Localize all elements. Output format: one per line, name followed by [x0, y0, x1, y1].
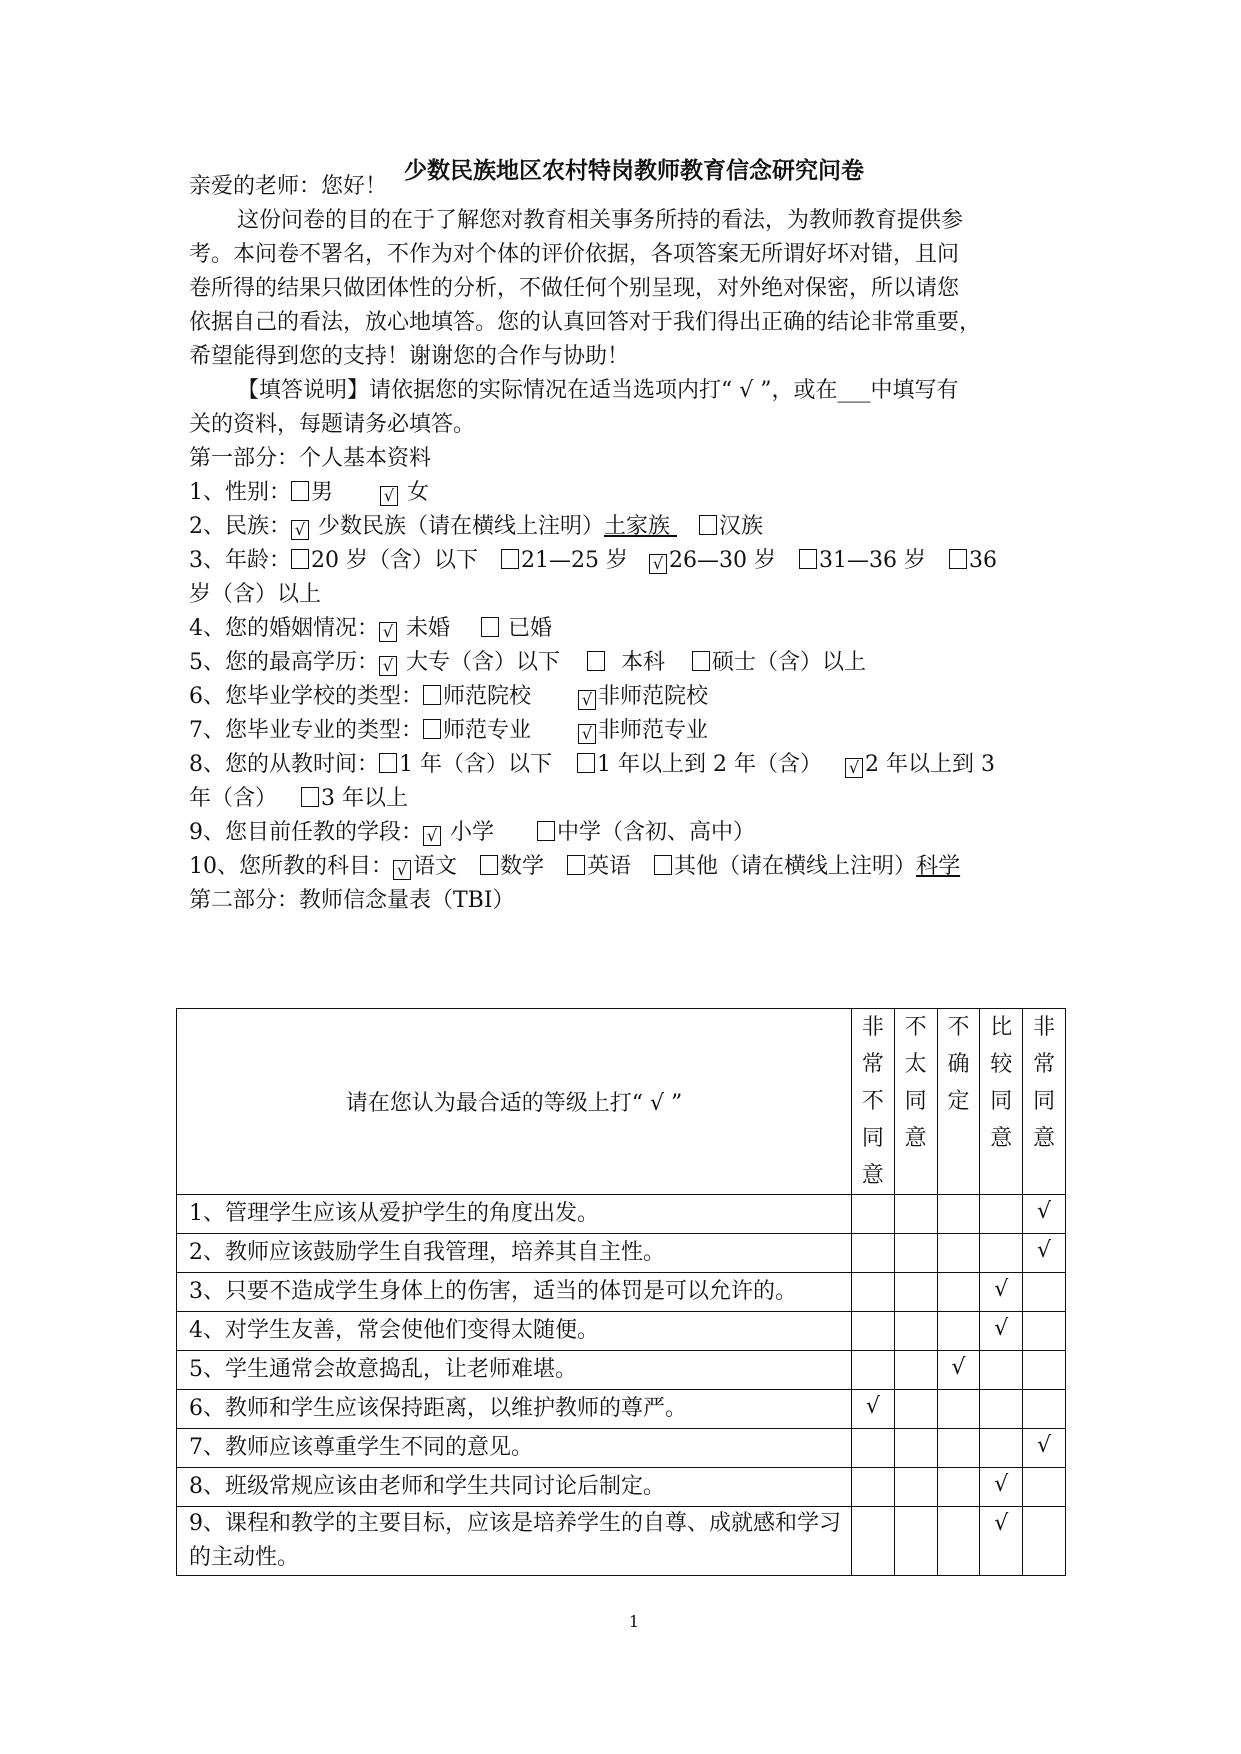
- checkbox-years-3[interactable]: [845, 758, 863, 778]
- check-mark: √: [994, 1472, 1009, 1497]
- rating-cell[interactable]: [937, 1312, 980, 1351]
- column-char: 太: [904, 1052, 927, 1077]
- check-mark: √: [1037, 1199, 1052, 1224]
- column-char: 定: [947, 1089, 970, 1114]
- column-char: 意: [904, 1126, 927, 1151]
- part1-title: 第一部分：个人基本资料: [189, 446, 432, 471]
- table-row: [177, 1429, 1066, 1468]
- statement-text: 5、学生通常会故意捣乱，让老师难堪。: [177, 1351, 852, 1390]
- rating-cell[interactable]: [851, 1429, 894, 1468]
- column-agree: [980, 1009, 1023, 1195]
- check-mark: √: [652, 554, 664, 573]
- checkbox-age-5[interactable]: [949, 549, 967, 569]
- question-label: 3、年龄：: [189, 548, 291, 573]
- option-label: 本科: [621, 650, 666, 675]
- question-label: 10、您所教的科目：: [189, 854, 393, 879]
- checkbox-married[interactable]: [481, 617, 499, 637]
- option-label: 1 年（含）以下: [399, 752, 552, 777]
- column-char: 常: [861, 1052, 884, 1077]
- check-mark: √: [581, 724, 593, 743]
- option-label: 21—25 岁: [521, 548, 628, 573]
- rating-cell[interactable]: [980, 1195, 1023, 1234]
- column-char: 非: [861, 1015, 884, 1040]
- statement-text: 1、管理学生应该从爱护学生的角度出发。: [177, 1195, 852, 1234]
- statement-text: 8、班级常规应该由老师和学生共同讨论后制定。: [177, 1468, 852, 1507]
- intro-line-1: 这份问卷的目的在于了解您对教育相关事务所持的看法，为教师教育提供参: [237, 208, 964, 233]
- question-label: 5、您的最高学历：: [189, 650, 379, 675]
- option-label: 语文: [413, 854, 458, 879]
- rating-cell[interactable]: [851, 1312, 894, 1351]
- table-row: [177, 1195, 1066, 1234]
- check-mark: √: [294, 520, 306, 539]
- rating-cell[interactable]: [980, 1390, 1023, 1429]
- option-label: 26—30 岁: [668, 548, 776, 573]
- checkbox-age-2[interactable]: [501, 549, 519, 569]
- rating-cell[interactable]: [894, 1234, 937, 1273]
- question-education: [189, 648, 866, 678]
- column-char: 同: [904, 1089, 927, 1114]
- question-teaching-years-cont: [189, 784, 408, 814]
- statement-text: 4、对学生友善，常会使他们变得太随便。: [177, 1312, 852, 1351]
- question-school-type: [189, 682, 708, 712]
- checkbox-han[interactable]: [699, 515, 717, 535]
- check-mark: √: [994, 1316, 1009, 1341]
- option-label: 师范专业: [443, 718, 532, 743]
- question-label: 8、您的从教时间：: [189, 752, 379, 777]
- question-subject: [189, 852, 960, 882]
- rating-cell[interactable]: [1023, 1195, 1066, 1234]
- option-label: 女: [407, 480, 430, 505]
- rating-cell[interactable]: [894, 1390, 937, 1429]
- checkbox-chinese[interactable]: [393, 860, 411, 880]
- rating-cell[interactable]: [851, 1351, 894, 1390]
- question-major-type: [189, 716, 708, 746]
- option-label: 1 年以上到 2 年（含）: [597, 752, 822, 777]
- page-number: 1: [628, 1612, 640, 1631]
- checkbox-english[interactable]: [567, 855, 585, 875]
- question-label: 7、您毕业专业的类型：: [189, 718, 423, 743]
- option-label: 31—36 岁: [818, 548, 926, 573]
- rating-cell[interactable]: [1023, 1468, 1066, 1507]
- option-label: 小学: [450, 820, 495, 845]
- check-mark: √: [426, 826, 438, 845]
- option-label: 大专（含）以下: [406, 650, 561, 675]
- check-mark: √: [581, 690, 593, 709]
- option-label: 中学（含初、高中）: [557, 820, 756, 845]
- check-mark: √: [1037, 1238, 1052, 1263]
- rating-cell[interactable]: [980, 1351, 1023, 1390]
- check-mark: √: [396, 860, 408, 879]
- question-school-level: [189, 818, 755, 848]
- rating-cell[interactable]: [894, 1507, 937, 1576]
- question-gender: [189, 478, 429, 508]
- intro-line-3: 卷所得的结果只做团体性的分析，不做任何个别呈现，对外绝对保密，所以请您: [189, 276, 960, 301]
- table-header-prompt: 请在您认为最合适的等级上打“ √ ”: [177, 1009, 852, 1195]
- checkbox-years-1[interactable]: [379, 753, 397, 773]
- check-mark: √: [383, 486, 395, 505]
- option-label: 非师范专业: [598, 718, 709, 743]
- checkbox-normal-major[interactable]: [423, 719, 441, 739]
- option-label: 20 岁（含）以下: [311, 548, 478, 573]
- document-title: 少数民族地区农村特岗教师教育信念研究问卷: [404, 157, 864, 184]
- table-row: [177, 1468, 1066, 1507]
- question-age-cont: 岁（含）以上: [189, 582, 322, 607]
- column-char: 意: [861, 1163, 884, 1188]
- column-char: 较: [990, 1052, 1013, 1077]
- column-char: 比: [990, 1015, 1013, 1040]
- table-row: [177, 1234, 1066, 1273]
- table-row: [177, 1273, 1066, 1312]
- question-label: 2、民族：: [189, 514, 291, 539]
- rating-cell[interactable]: [980, 1468, 1023, 1507]
- statement-text: 6、教师和学生应该保持距离，以维护教师的尊严。: [177, 1390, 852, 1429]
- checkbox-math[interactable]: [480, 855, 498, 875]
- checkbox-primary[interactable]: [423, 826, 441, 846]
- checkbox-male[interactable]: [291, 481, 309, 501]
- question-age: [189, 546, 997, 576]
- check-mark: √: [994, 1511, 1009, 1536]
- option-label: 2 年以上到 3: [864, 752, 995, 777]
- rating-cell[interactable]: [894, 1273, 937, 1312]
- column-char: 同: [861, 1126, 884, 1151]
- option-label: 数学: [500, 854, 545, 879]
- part2-title: 第二部分：教师信念量表（TBI）: [189, 888, 515, 913]
- rating-cell[interactable]: [851, 1273, 894, 1312]
- rating-cell[interactable]: [980, 1273, 1023, 1312]
- question-label: 1、性别：: [189, 480, 291, 505]
- intro-line-4: 依据自己的看法，放心地填答。您的认真回答对于我们得出正确的结论非常重要，: [189, 310, 982, 335]
- teacher-belief-table: [176, 1008, 1066, 1576]
- table-header-row: [177, 1009, 1066, 1195]
- column-strongly-disagree: [851, 1009, 894, 1195]
- rating-cell[interactable]: [937, 1234, 980, 1273]
- statement-text: 3、只要不造成学生身体上的伤害，适当的体罚是可以允许的。: [177, 1273, 852, 1312]
- column-char: 常: [1033, 1052, 1056, 1077]
- column-char: 非: [1033, 1015, 1056, 1040]
- rating-cell[interactable]: [851, 1468, 894, 1507]
- rating-cell[interactable]: [1023, 1429, 1066, 1468]
- question-teaching-years: [189, 750, 995, 780]
- rating-cell[interactable]: [851, 1507, 894, 1576]
- checkbox-years-4[interactable]: [301, 787, 319, 807]
- check-mark: √: [382, 656, 394, 675]
- rating-cell[interactable]: [1023, 1273, 1066, 1312]
- rating-cell[interactable]: [980, 1312, 1023, 1351]
- option-label: 年（含）: [189, 786, 278, 811]
- rating-cell[interactable]: [894, 1195, 937, 1234]
- rating-cell[interactable]: [937, 1468, 980, 1507]
- question-label: 4、您的婚姻情况：: [189, 616, 379, 641]
- rating-cell[interactable]: [937, 1273, 980, 1312]
- option-label: 师范院校: [443, 684, 532, 709]
- instructions-line-1: 【填答说明】请依据您的实际情况在适当选项内打“ √ ”，或在___中填写有: [237, 378, 959, 403]
- option-label: 男: [311, 480, 334, 505]
- rating-cell[interactable]: [980, 1234, 1023, 1273]
- rating-cell[interactable]: [851, 1195, 894, 1234]
- rating-cell[interactable]: [980, 1429, 1023, 1468]
- checkbox-age-1[interactable]: [291, 549, 309, 569]
- option-label: 汉族: [719, 514, 764, 539]
- question-label: 6、您毕业学校的类型：: [189, 684, 423, 709]
- column-char: 同: [1033, 1089, 1056, 1114]
- rating-cell[interactable]: [1023, 1390, 1066, 1429]
- rating-cell[interactable]: [851, 1390, 894, 1429]
- rating-cell[interactable]: [851, 1234, 894, 1273]
- rating-cell[interactable]: [937, 1351, 980, 1390]
- option-label: 硕士（含）以上: [712, 650, 867, 675]
- checkbox-secondary[interactable]: [537, 821, 555, 841]
- option-label: 36: [968, 548, 997, 573]
- option-label: 少数民族（请在横线上注明）: [318, 514, 605, 539]
- checkbox-other[interactable]: [654, 855, 672, 875]
- table-row: [177, 1312, 1066, 1351]
- fill-in-ethnicity[interactable]: 土家族: [604, 514, 671, 539]
- check-mark: √: [951, 1355, 966, 1380]
- check-mark: √: [994, 1277, 1009, 1302]
- checkbox-female[interactable]: [380, 486, 398, 506]
- table-row: [177, 1507, 1066, 1576]
- checkbox-years-2[interactable]: [577, 753, 595, 773]
- rating-cell[interactable]: [937, 1390, 980, 1429]
- column-char: 不: [904, 1015, 927, 1040]
- checkbox-age-3[interactable]: [649, 554, 667, 574]
- table-row: [177, 1351, 1066, 1390]
- column-char: 不: [861, 1089, 884, 1114]
- table-row: [177, 1390, 1066, 1429]
- rating-cell[interactable]: [1023, 1234, 1066, 1273]
- rating-cell[interactable]: [1023, 1507, 1066, 1576]
- checkbox-edu-1[interactable]: [379, 656, 397, 676]
- column-char: 不: [947, 1015, 970, 1040]
- rating-cell[interactable]: [937, 1429, 980, 1468]
- column-char: 确: [947, 1052, 970, 1077]
- fill-in-subject[interactable]: 科学: [916, 854, 961, 879]
- option-label: 英语: [587, 854, 632, 879]
- check-mark: √: [1037, 1433, 1052, 1458]
- intro-line-5: 希望能得到您的支持！谢谢您的合作与协助！: [189, 344, 630, 369]
- option-label: 未婚: [406, 616, 451, 641]
- rating-cell[interactable]: [894, 1351, 937, 1390]
- column-disagree: [894, 1009, 937, 1195]
- check-mark: √: [848, 758, 860, 777]
- option-label: 3 年以上: [321, 786, 409, 811]
- statement-text: 9、课程和教学的主要目标，应该是培养学生的自尊、成就感和学习的主动性。: [177, 1507, 852, 1576]
- option-label: 已婚: [508, 616, 553, 641]
- option-label: 非师范院校: [598, 684, 709, 709]
- rating-cell[interactable]: [894, 1468, 937, 1507]
- statement-text: 2、教师应该鼓励学生自我管理，培养其自主性。: [177, 1234, 852, 1273]
- checkbox-edu-3[interactable]: [692, 651, 710, 671]
- question-ethnicity: [189, 512, 763, 542]
- checkbox-non-normal-school[interactable]: [578, 690, 596, 710]
- column-uncertain: [937, 1009, 980, 1195]
- rating-cell[interactable]: [937, 1507, 980, 1576]
- rating-cell[interactable]: [894, 1429, 937, 1468]
- checkbox-normal-school[interactable]: [423, 685, 441, 705]
- rating-cell[interactable]: [980, 1507, 1023, 1576]
- checkbox-edu-2[interactable]: [587, 651, 605, 671]
- column-strongly-agree: [1023, 1009, 1066, 1195]
- checkbox-non-normal-major[interactable]: [578, 724, 596, 744]
- intro-line-2: 考。本问卷不署名，不作为对个体的评价依据，各项答案无所谓好坏对错，且问: [189, 242, 960, 267]
- rating-cell[interactable]: [937, 1195, 980, 1234]
- checkbox-age-4[interactable]: [799, 549, 817, 569]
- option-label: 其他（请在横线上注明）: [674, 854, 917, 879]
- rating-cell[interactable]: [1023, 1351, 1066, 1390]
- rating-cell[interactable]: [894, 1312, 937, 1351]
- checkbox-unmarried[interactable]: [379, 622, 397, 642]
- column-char: 意: [1033, 1126, 1056, 1151]
- column-char: 同: [990, 1089, 1013, 1114]
- checkbox-minority[interactable]: [291, 520, 309, 540]
- greeting: 亲爱的老师：您好！: [189, 174, 388, 199]
- instructions-line-2: 关的资料，每题请务必填答。: [189, 412, 476, 437]
- question-marital: [189, 614, 552, 644]
- check-mark: √: [865, 1394, 880, 1419]
- statement-text: 7、教师应该尊重学生不同的意见。: [177, 1429, 852, 1468]
- rating-cell[interactable]: [1023, 1312, 1066, 1351]
- question-label: 9、您目前任教的学段：: [189, 820, 423, 845]
- column-char: 意: [990, 1126, 1013, 1151]
- check-mark: √: [382, 622, 394, 641]
